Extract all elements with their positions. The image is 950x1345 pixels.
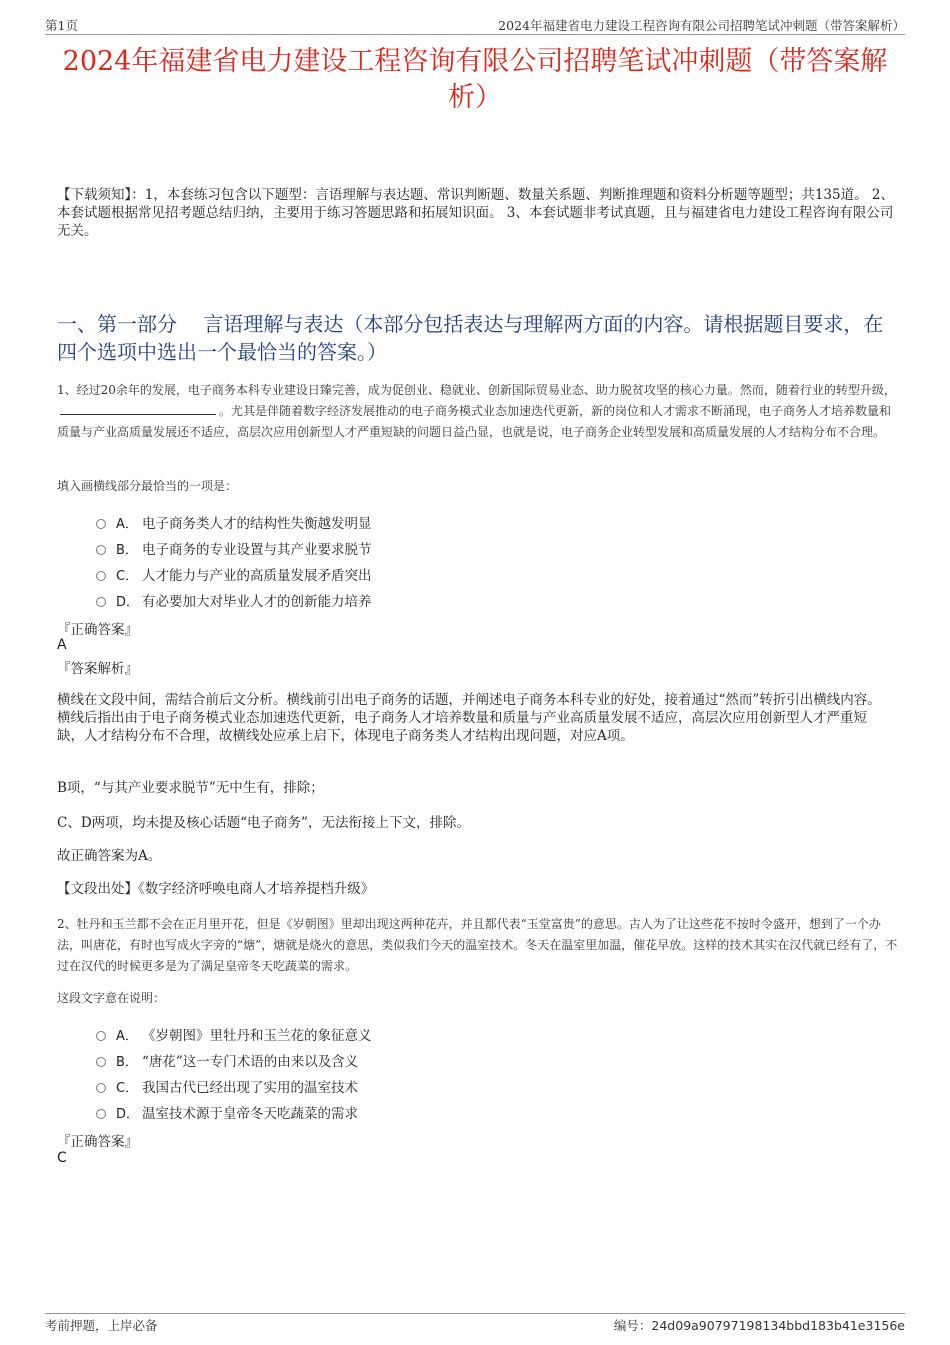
option-text: 电子商务的专业设置与其产业要求脱节 bbox=[142, 542, 372, 558]
option-a[interactable] bbox=[96, 1021, 372, 1047]
option-d[interactable] bbox=[96, 1099, 372, 1125]
document-title: 2024年福建省电力建设工程咨询有限公司招聘笔试冲刺题（带答案解析） bbox=[62, 46, 888, 113]
radio-icon[interactable] bbox=[96, 1083, 106, 1093]
option-text: 温室技术源于皇帝冬天吃蔬菜的需求 bbox=[142, 1106, 358, 1122]
analysis-paragraph: 横线在文段中间，需结合前后文分析。横线前引出电子商务的话题，并阐述电子商务本科专业的好处，接着通过“然而”转折引出横线内容。横线后指出由于电子商务模式业态加速迭代更新，电子商务人才培养数量和质量与产业高质量发展不适应，高层次应用创新型人才严重短缺，人才结构分布不合理，故横线处应承上启下，体现电子商务类人才结构出现问题，对应A项。 bbox=[57, 692, 881, 744]
question-1-stem-after: 。尤其是伴随着数字经济发展推动的电子商务模式业态加速迭代更新，新的岗位和人才需求不断涌现，电子商务人才培养数量和质量与产业高质量发展还不适应，高层次应用创新型人才严重短缺的问题日益凸显，也就是说，电子商务企业转型发展和高质量发展的人才结构分布不合理。 bbox=[57, 404, 892, 439]
option-c[interactable] bbox=[96, 1073, 372, 1099]
page-header bbox=[45, 14, 905, 35]
correct-answer: C bbox=[57, 1150, 67, 1166]
option-letter: A． bbox=[116, 1028, 138, 1044]
option-b[interactable] bbox=[96, 535, 372, 561]
option-text: 我国古代已经出现了实用的温室技术 bbox=[142, 1080, 358, 1096]
option-letter: A． bbox=[116, 516, 138, 532]
option-a[interactable] bbox=[96, 509, 372, 535]
analysis-paragraph: C、D两项，均未提及核心话题“电子商务”，无法衔接上下文，排除。 bbox=[57, 815, 470, 831]
answer-blank bbox=[60, 402, 216, 415]
radio-icon[interactable] bbox=[96, 545, 106, 555]
radio-icon[interactable] bbox=[96, 1057, 106, 1067]
option-d[interactable] bbox=[96, 587, 372, 613]
correct-answer: A bbox=[57, 637, 67, 653]
option-letter: C． bbox=[116, 1080, 139, 1096]
question-1-stem bbox=[57, 380, 900, 443]
question-1-options bbox=[96, 509, 372, 613]
page-number: 第1页 bbox=[45, 18, 78, 33]
correct-answer-label: 『正确答案』 bbox=[57, 1134, 138, 1150]
footer-code-label: 编号： bbox=[613, 1318, 652, 1333]
option-text: “唐花”这一专门术语的由来以及含义 bbox=[142, 1054, 359, 1070]
option-text: 有必要加大对毕业人才的创新能力培养 bbox=[142, 594, 372, 610]
page-footer bbox=[45, 1313, 905, 1334]
correct-answer-label: 『正确答案』 bbox=[57, 622, 138, 638]
question-2-stem: 2、牡丹和玉兰都不会在正月里开花，但是《岁朝图》里却出现这两种花卉，并且都代表“玉堂富贵”的意思。古人为了让这些花不按时令盛开，想到了一个办法，叫唐花，有时也写成火字旁的“煻”，煻就是烧火的意思，类似我们今天的温室技术。冬天在温室里加温，催花早放。这样的技术其实在汉代就已经有了，不过在汉代的时候更多是为了满足皇帝冬天吃蔬菜的需求。 bbox=[57, 917, 898, 973]
option-letter: B． bbox=[116, 1054, 138, 1070]
option-letter: D． bbox=[116, 1106, 140, 1122]
option-b[interactable] bbox=[96, 1047, 372, 1073]
radio-icon[interactable] bbox=[96, 519, 106, 529]
radio-icon[interactable] bbox=[96, 571, 106, 581]
option-letter: C． bbox=[116, 568, 139, 584]
option-text: 电子商务类人才的结构性失衡越发明显 bbox=[142, 516, 372, 532]
question-1-stem-before: 1、经过20余年的发展，电子商务本科专业建设日臻完善，成为促创业、稳就业、创新国际贸易业态、助力脱贫攻坚的核心力量。然而，随着行业的转型升级， bbox=[57, 383, 896, 397]
analysis-paragraph: 故正确答案为A。 bbox=[57, 848, 162, 864]
question-1-prompt: 填入画横线部分最恰当的一项是： bbox=[57, 479, 238, 493]
radio-icon[interactable] bbox=[96, 597, 106, 607]
option-text: 人才能力与产业的高质量发展矛盾突出 bbox=[142, 568, 372, 584]
analysis-label: 『答案解析』 bbox=[57, 661, 138, 677]
question-2-prompt: 这段文字意在说明： bbox=[57, 991, 166, 1005]
footer-code-value: 24d09a90797198134bbd183b41e3156e bbox=[651, 1318, 905, 1333]
footer-code bbox=[614, 1316, 905, 1334]
option-letter: D． bbox=[116, 594, 140, 610]
analysis-paragraph: B项，“与其产业要求脱节”无中生有，排除； bbox=[57, 780, 324, 796]
option-text: 《岁朝图》里牡丹和玉兰花的象征意义 bbox=[142, 1028, 372, 1044]
download-notice: 【下载须知】：1，本套练习包含以下题型：言语理解与表达题、常识判断题、数量关系题、判断推理题和资料分析题等题型；共135道。 2、本套试题根据常见招考题总结归纳，主要用于练习答题思路和拓展知识面。 3、本套试题非考试真题，且与福建省电力建设工程咨询有限公司无关。 bbox=[57, 187, 894, 239]
radio-icon[interactable] bbox=[96, 1109, 106, 1119]
option-c[interactable] bbox=[96, 561, 372, 587]
footer-slogan: 考前押题，上岸必备 bbox=[45, 1318, 158, 1333]
option-letter: B． bbox=[116, 542, 138, 558]
header-doc-title: 2024年福建省电力建设工程咨询有限公司招聘笔试冲刺题（带答案解析） bbox=[498, 18, 905, 33]
radio-icon[interactable] bbox=[96, 1031, 106, 1041]
source-citation: 【文段出处】《数字经济呼唤电商人才培养提档升级》 bbox=[57, 881, 375, 897]
section-title: 一、第一部分 言语理解与表达（本部分包括表达与理解两方面的内容。请根据题目要求，在四个选项中选出一个最恰当的答案。） bbox=[57, 312, 884, 364]
question-2-options bbox=[96, 1021, 372, 1125]
